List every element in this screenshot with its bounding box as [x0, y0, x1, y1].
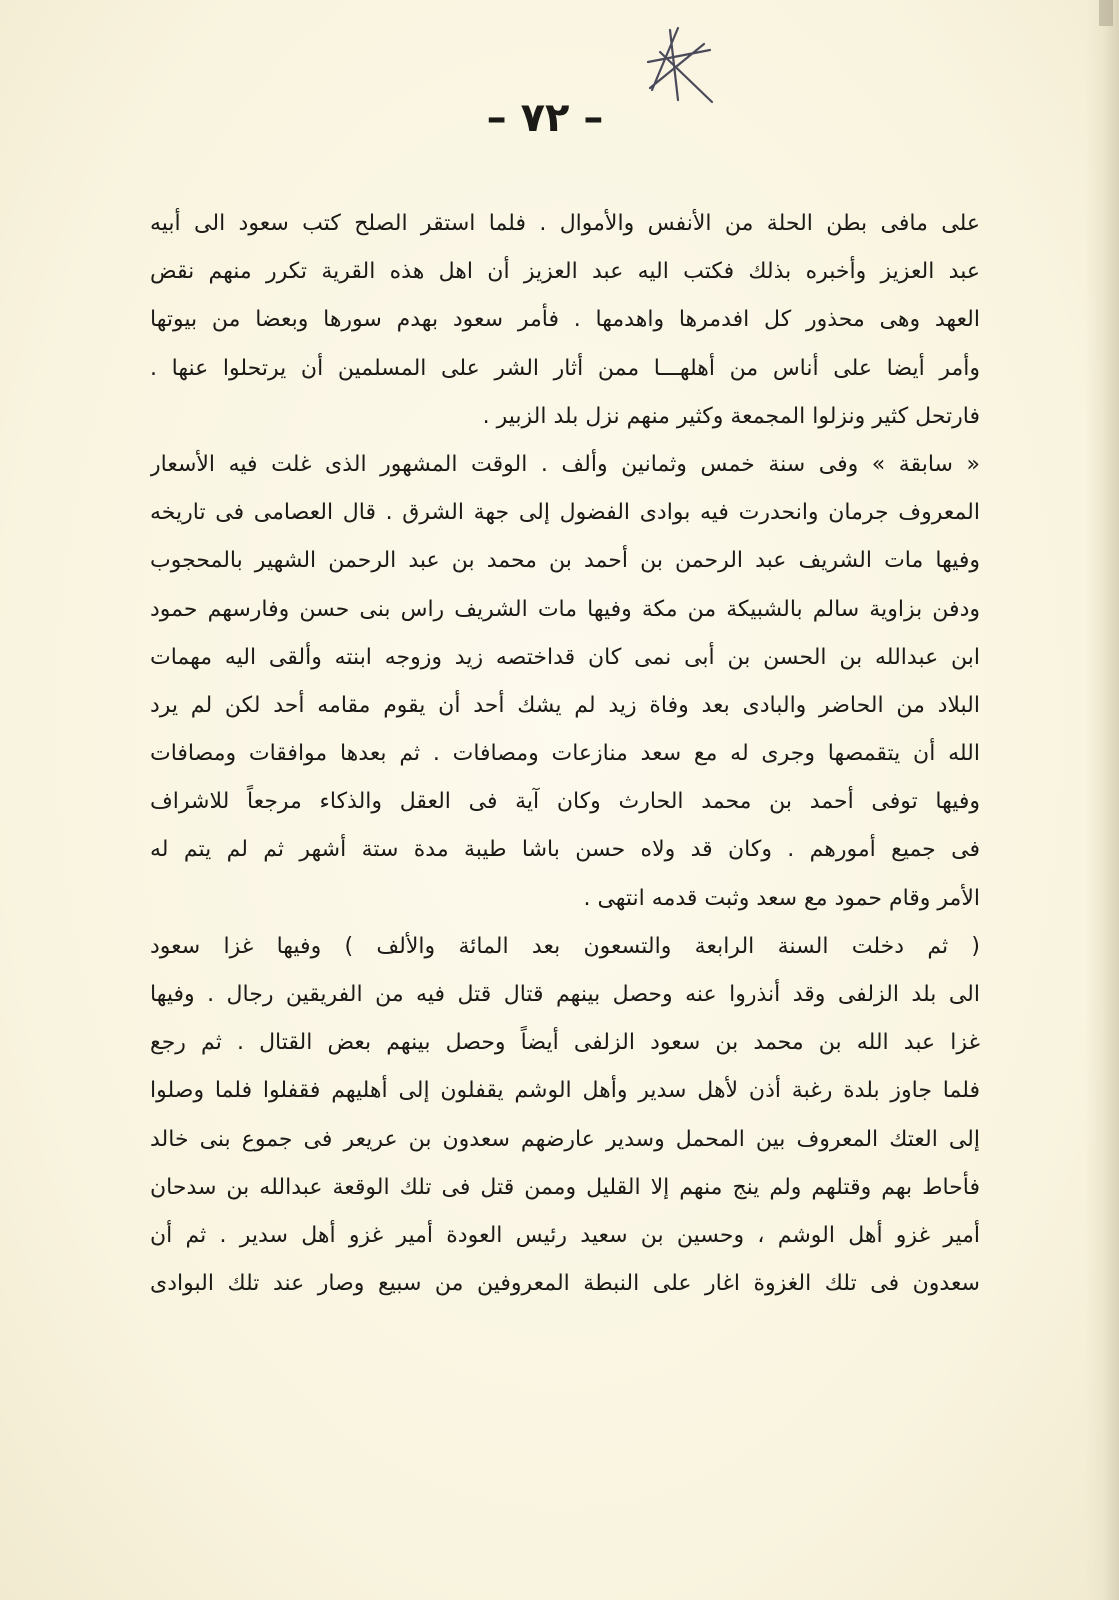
text-line: العهد وهى محذور كل افدمرها واهدمها . فأمر سعود بهدم سورها وبعضا من بيوتها	[150, 307, 980, 333]
text-line: غزا عبد الله بن محمد بن سعود الزلفى أيضاً وحصل بينهم بعض القتال . ثم رجع	[150, 1030, 980, 1056]
text-line: الأمر وقام حمود مع سعد وثبت قدمه انتهى .	[583, 885, 980, 911]
text-line: فأحاط بهم وقتلهم ولم ينج منهم إلا القليل وممن قتل فى تلك الوقعة عبدالله بن سدحان	[150, 1174, 980, 1200]
text-line: الى بلد الزلفى وقد أنذروا عنه وحصل بينهم قتال قتل فيه من الفريقين رجال . وفيها	[150, 982, 980, 1007]
page-edge-shadow	[1085, 0, 1119, 1600]
text-line: ( ثم دخلت السنة الرابعة والتسعون بعد المائة والألف ) وفيها غزا سعود	[150, 933, 980, 959]
text-line: المعروف جرمان وانحدرت فيه بوادى الفضول إلى جهة الشرق . قال العصامى فى تاريخه	[150, 500, 980, 526]
text-line: على مافى بطن الحلة من الأنفس والأموال . فلما استقر الصلح كتب سعود الى أبيه	[150, 211, 980, 236]
text-line: « سابقة » وفى سنة خمس وثمانين وألف . الوقت المشهور الذى غلت فيه الأسعار	[150, 451, 980, 477]
text-line: وفيها توفى أحمد بن محمد الحارث وكان آية فى العقل والذكاء مرجعاً للاشراف	[150, 789, 980, 815]
text-line: فارتحل كثير ونزلوا المجمعة وكثير منهم نزل بلد الزبير .	[482, 403, 980, 429]
text-line: الله أن يتقمصها وجرى له مع سعد منازعات ومصافات . ثم بعدها موافقات ومصافات	[150, 741, 980, 767]
text-line: فى جميع أمورهم . وكان قد ولاه حسن باشا طيبة مدة ستة أشهر ثم لم يتم له	[150, 837, 980, 863]
body-text	[150, 200, 980, 1308]
page-number: – ٧٢ –	[486, 95, 604, 141]
text-line: أمير غزو أهل الوشم ، وحسين بن سعيد رئيس العودة أمير غزو أهل سدير . ثم أن	[150, 1222, 980, 1248]
text-line: عبد العزيز وأخبره بذلك فكتب اليه عبد العزيز أن اهل هذه القرية تكرر منهم نقض	[150, 259, 980, 285]
text-line: فلما جاوز بلدة رغبة أذن لأهل سدير وأهل الوشم يقفلون إلى أهليهم فقفلوا فلما وصلوا	[150, 1078, 980, 1104]
text-line: ابن عبدالله بن الحسن بن أبى نمى كان قداختصه زيد وزوجه ابنته وألقى اليه مهمات	[150, 644, 980, 670]
text-line: وفيها مات الشريف عبد الرحمن بن أحمد بن محمد بن عبد الرحمن الشهير بالمحجوب	[150, 548, 980, 574]
text-line: ودفن بزاوية سالم بالشبيكة من مكة وفيها مات الشريف راس بنى حسن وفارسهم حمود	[150, 596, 980, 622]
corner-mark	[1099, 0, 1113, 26]
text-line: وأمر أيضا على أناس من أهلهـــا ممن أثار الشر على المسلمين أن يرتحلوا عنها .	[150, 355, 980, 381]
text-line: البلاد من الحاضر والبادى بعد وفاة زيد لم يشك أحد أن يقوم مقامه أحد لكن لم يرد	[150, 692, 980, 718]
text-line: سعدون فى تلك الغزوة اغار على النبطة المعروفين من سبيع وصار عند تلك البوادى	[150, 1271, 980, 1297]
text-line: إلى العتك المعروف بين المحمل وسدير عارضهم سعدون بن عريعر فى جموع بنى خالد	[150, 1126, 980, 1152]
